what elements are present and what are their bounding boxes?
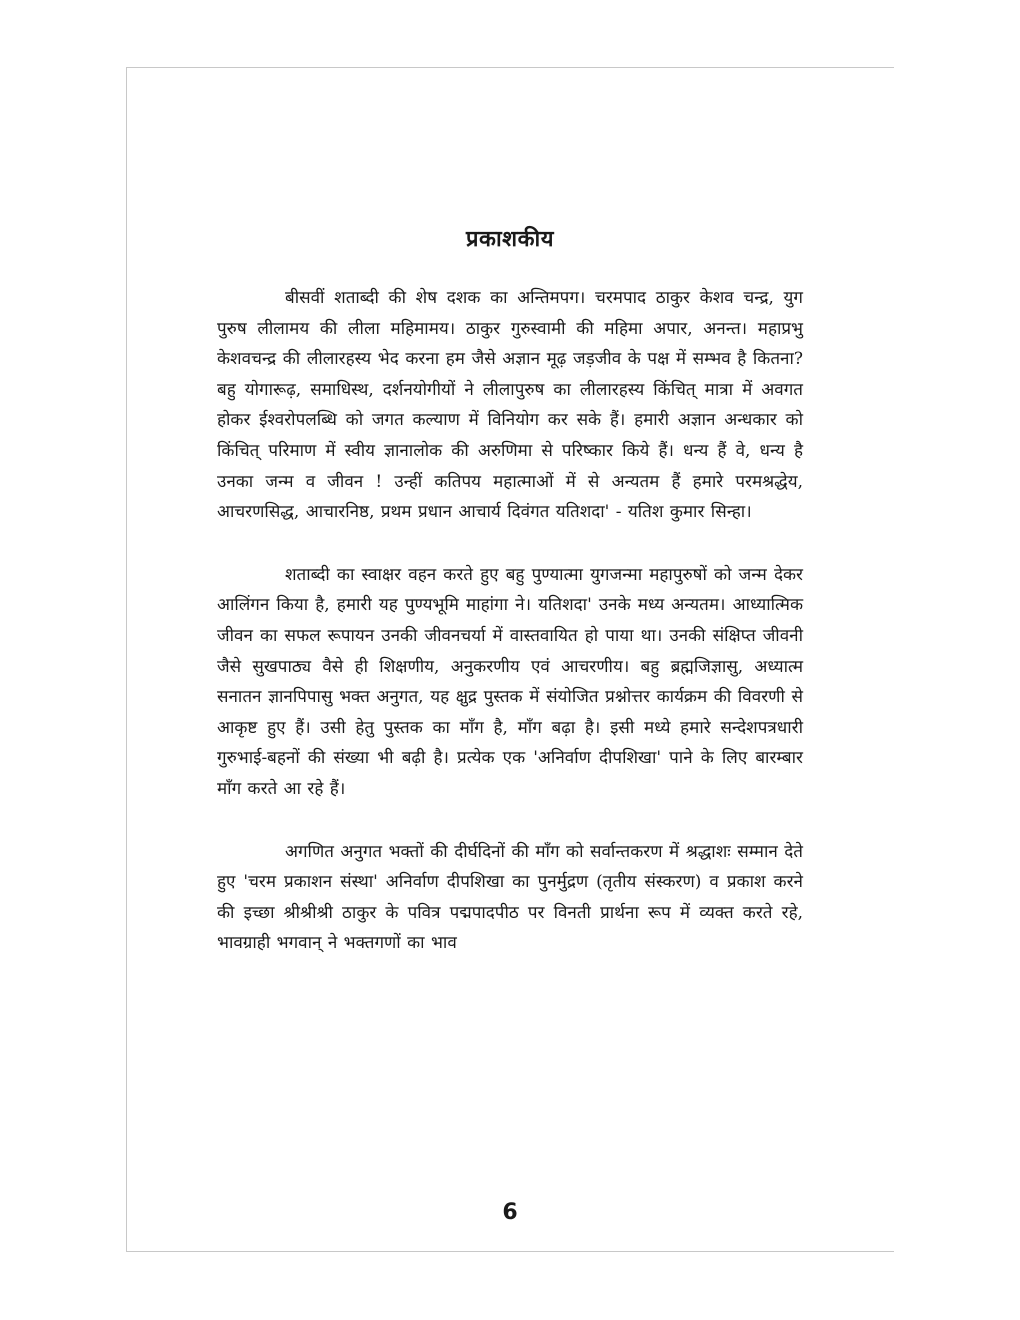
paragraph-3: अगणित अनुगत भक्तों की दीर्घदिनों की माँग को सर्वान्तकरण में श्रद्धाशः सम्मान देते हुए 'चरम प्रकाशन संस्था' अनिर्वाण दीपशिखा का पुनर्मुद्रण (तृतीय संस्करण) व प्रकाश करने की इच्छा श्रीश्रीश्री ठाकुर के पवित्र पद्मपादपीठ पर विनती प्रार्थना रूप में व्यक्त करते रहे, भावग्राही भगवान् ने भक्तगणों का भाव: [217, 841, 803, 954]
page-title: प्रकाशकीय: [466, 226, 554, 252]
paragraph-2: शताब्दी का स्वाक्षर वहन करते हुए बहु पुण्यात्मा युगजन्मा महापुरुषों को जन्म देकर आलिंगन किया है, हमारी यह पुण्यभूमि माहांगा ने। यतिशदा' उनके मध्य अन्यतम। आध्यात्मिक जीवन का सफल रूपायन उनकी जीवनचर्या में वास्तवायित हो पाया था। उनकी संक्षिप्त जीवनी जैसे सुखपाठ्य वैसे ही शिक्षणीय, अनुकरणीय एवं आचरणीय। बहु ब्रह्मजिज्ञासु, अध्यात्म सनातन ज्ञानपिपासु भक्त अनुगत, यह क्षुद्र पुस्तक में संयोजित प्रश्नोत्तर कार्यक्रम की विवरणी से आकृष्ट हुए हैं। उसी हेतु पुस्तक का माँग है, माँग बढ़ा है। इसी मध्ये हमारे सन्देशपत्रधारी गुरुभाई-बहनों की संख्या भी बढ़ी है। प्रत्येक एक 'अनिर्वाण दीपशिखा' पाने के लिए बारम्बार माँग करते आ रहे हैं।: [217, 564, 803, 799]
paragraph-1: बीसवीं शताब्दी की शेष दशक का अन्तिमपग। चरमपाद ठाकुर केशव चन्द्र, युग पुरुष लीलामय की लीला महिमामय। ठाकुर गुरुस्वामी की महिमा अपार, अनन्त। महाप्रभु केशवचन्द्र की लीलारहस्य भेद करना हम जैसे अज्ञान मूढ़ जड़जीव के पक्ष में सम्भव है कितना? बहु योगारूढ़, समाधिस्थ, दर्शनयोगीयों ने लीलापुरुष का लीलारहस्य किंचित् मात्रा में अवगत होकर ईश्वरोपलब्धि को जगत कल्याण में विनियोग कर सके हैं। हमारी अज्ञान अन्धकार को किंचित् परिमाण में स्वीय ज्ञानालोक की अरुणिमा से परिष्कार किये हैं। धन्य हैं वे, धन्य है उनका जन्म व जीवन ! उन्हीं कतिपय महात्माओं में से अन्यतम हैं हमारे परमश्रद्धेय, आचरणसिद्ध, आचारनिष्ठ, प्रथम प्रधान आचार्य दिवंगत यतिशदा' - यतिश कुमार सिन्हा।: [217, 288, 803, 523]
page-number: 6: [502, 1200, 518, 1225]
body-text: [217, 283, 803, 991]
